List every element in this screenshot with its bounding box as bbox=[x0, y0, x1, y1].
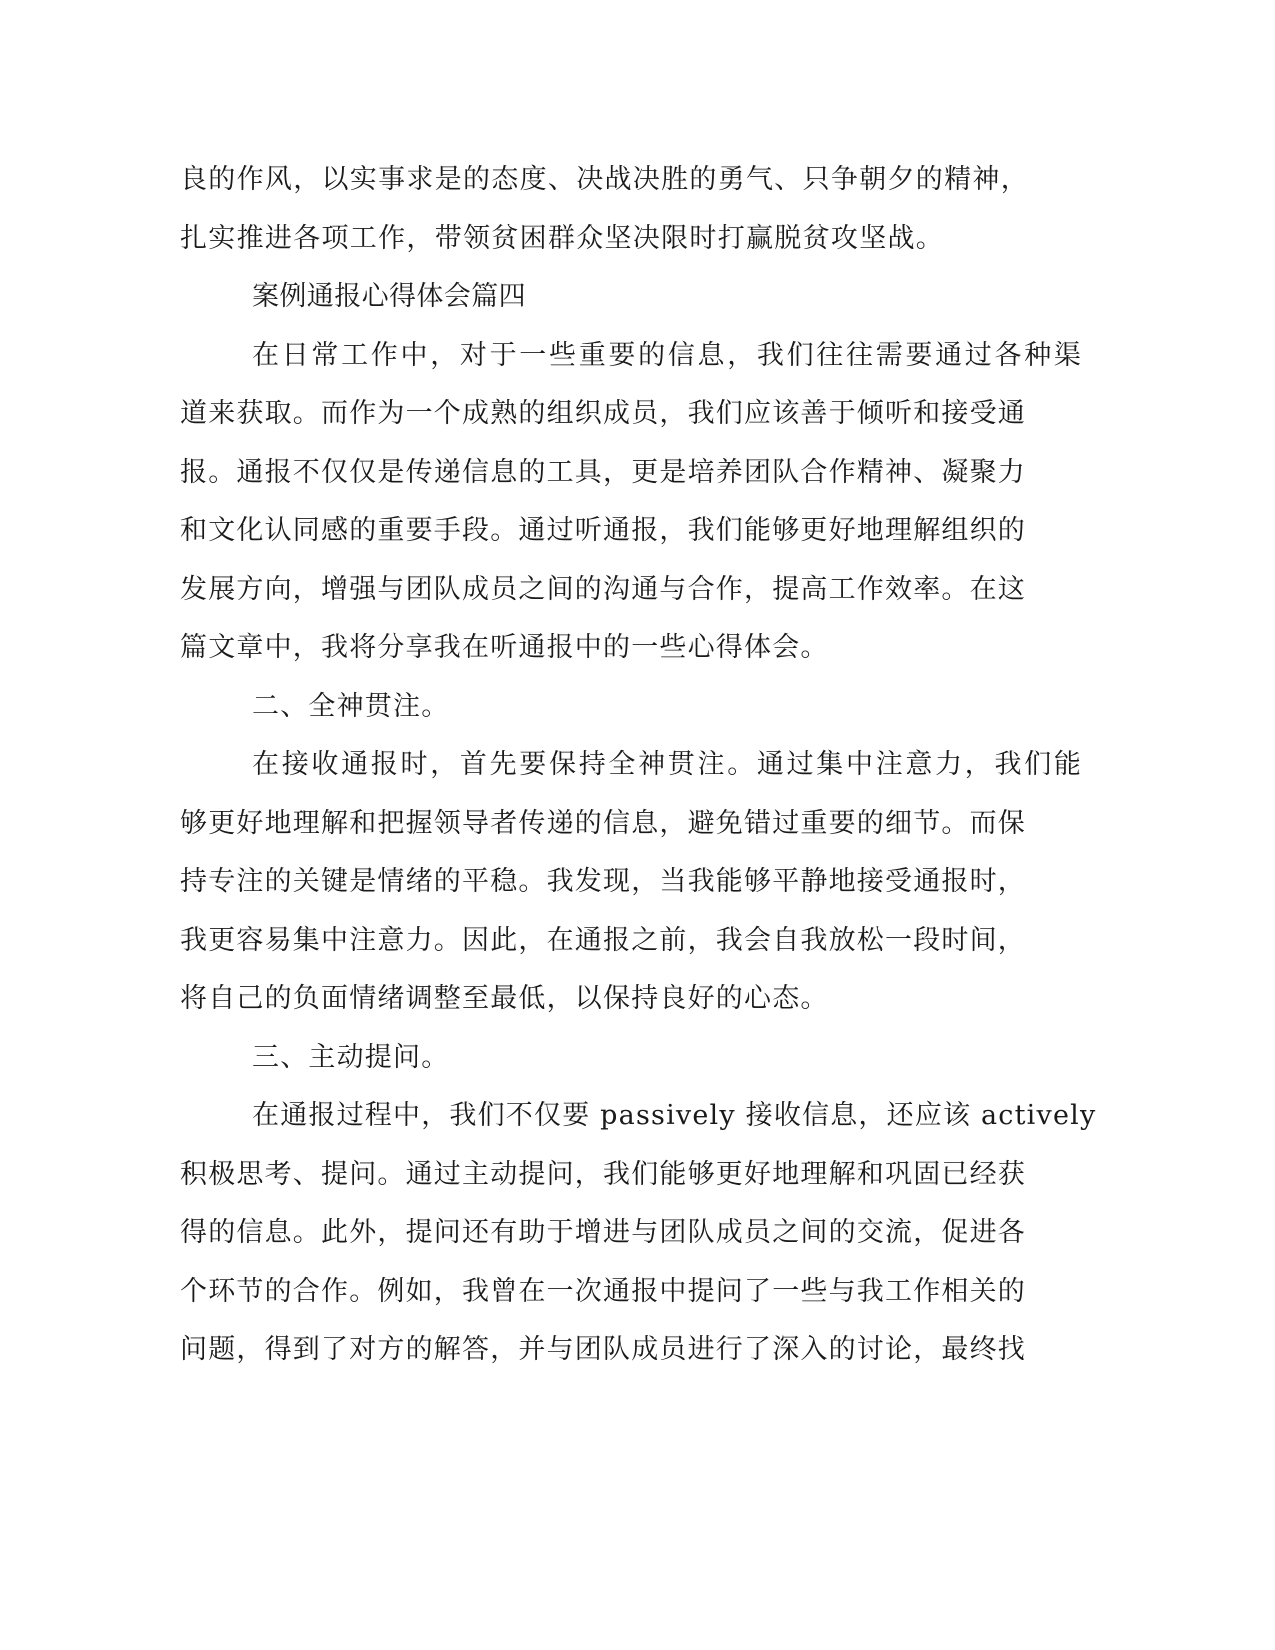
text-line: 在通报过程中，我们不仅要 passively 接收信息，还应该 actively bbox=[252, 1100, 1097, 1131]
text-line: 个环节的合作。例如，我曾在一次通报中提问了一些与我工作相关的 bbox=[180, 1276, 1026, 1307]
text-line: 在日常工作中，对于一些重要的信息，我们往往需要通过各种渠 bbox=[252, 340, 1084, 371]
text-line: 得的信息。此外，提问还有助于增进与团队成员之间的交流，促进各 bbox=[180, 1217, 1026, 1248]
text-line: 将自己的负面情绪调整至最低，以保持良好的心态。 bbox=[180, 983, 829, 1014]
text-line: 扎实推进各项工作，带领贫困群众坚决限时打赢脱贫攻坚战。 bbox=[180, 223, 945, 254]
text-line: 发展方向，增强与团队成员之间的沟通与合作，提高工作效率。在这 bbox=[180, 574, 1026, 605]
text-line: 我更容易集中注意力。因此，在通报之前，我会自我放松一段时间， bbox=[180, 925, 1026, 956]
section-heading: 二、全神贯注。 bbox=[252, 691, 450, 722]
text-line: 问题，得到了对方的解答，并与团队成员进行了深入的讨论，最终找 bbox=[180, 1334, 1026, 1365]
text-line: 和文化认同感的重要手段。通过听通报，我们能够更好地理解组织的 bbox=[180, 515, 1026, 546]
text-line: 报。通报不仅仅是传递信息的工具，更是培养团队合作精神、凝聚力 bbox=[180, 457, 1026, 488]
text-line: 够更好地理解和把握领导者传递的信息，避免错过重要的细节。而保 bbox=[180, 808, 1026, 839]
text-line: 在接收通报时，首先要保持全神贯注。通过集中注意力，我们能 bbox=[252, 749, 1084, 780]
text-line: 持专注的关键是情绪的平稳。我发现，当我能够平静地接受通报时， bbox=[180, 866, 1026, 897]
section-heading: 三、主动提问。 bbox=[252, 1042, 450, 1073]
text-line: 道来获取。而作为一个成熟的组织成员，我们应该善于倾听和接受通 bbox=[180, 398, 1026, 429]
text-line: 积极思考、提问。通过主动提问，我们能够更好地理解和巩固已经获 bbox=[180, 1159, 1026, 1190]
section-heading: 案例通报心得体会篇四 bbox=[252, 281, 526, 312]
text-line: 篇文章中，我将分享我在听通报中的一些心得体会。 bbox=[180, 632, 829, 663]
text-line: 良的作风，以实事求是的态度、决战决胜的勇气、只争朝夕的精神， bbox=[180, 164, 1029, 195]
